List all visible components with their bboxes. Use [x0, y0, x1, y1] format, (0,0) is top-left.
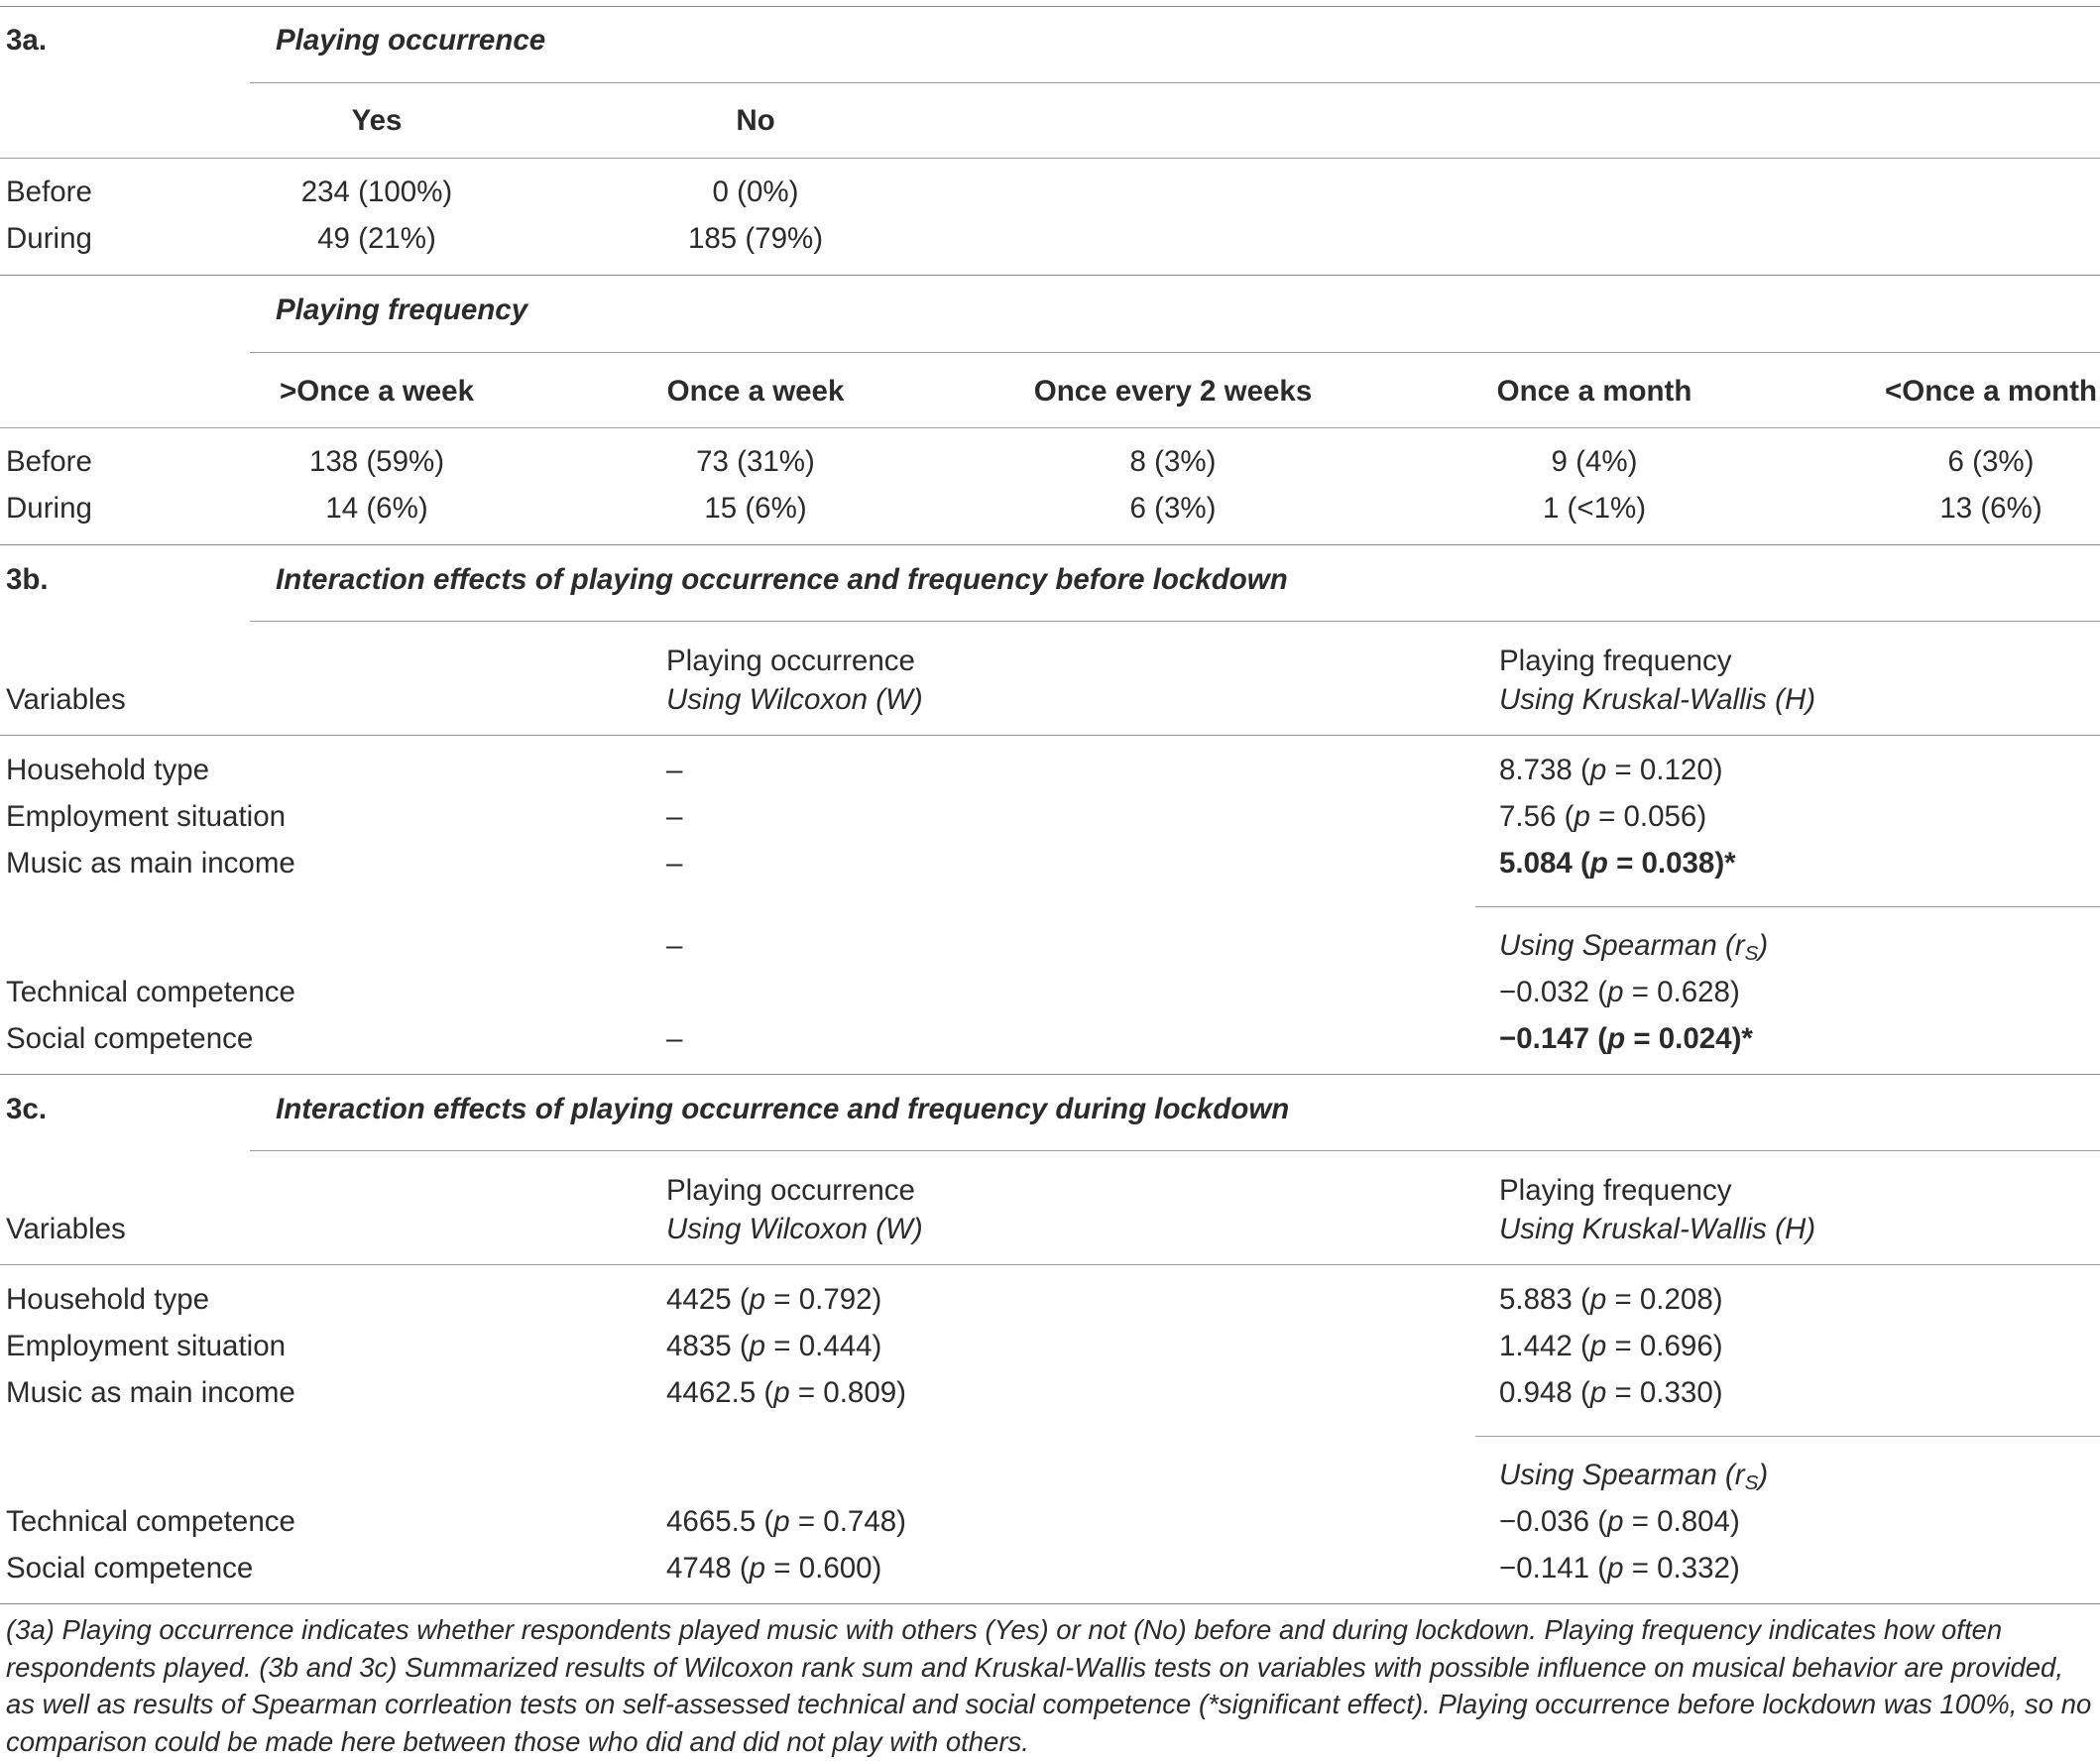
- p-symbol: p: [1607, 1022, 1626, 1055]
- variable-name: Music as main income: [6, 1376, 295, 1409]
- occ-cell: [666, 1551, 881, 1586]
- occ-header-1: No: [736, 104, 775, 137]
- open-paren: (: [1589, 1505, 1608, 1538]
- occ-col-head: Playing occurrence: [666, 1174, 915, 1207]
- value-number: 0.948: [1499, 1376, 1573, 1409]
- section-label-3c: 3c.: [6, 1093, 48, 1125]
- p-value: = 0.056): [1589, 800, 1707, 833]
- variable-name: Employment situation: [6, 1330, 287, 1362]
- value-number: 1.442: [1499, 1330, 1573, 1362]
- close-paren: ): [1758, 1459, 1769, 1491]
- section-label-3b: 3b.: [6, 563, 49, 596]
- p-value: = 0.444): [765, 1330, 882, 1362]
- value-number: 7.56: [1499, 800, 1557, 833]
- open-paren: (: [1572, 754, 1590, 786]
- occ-col-test: Using Wilcoxon (W): [666, 1213, 923, 1245]
- occ-yes: 234 (100%): [300, 176, 453, 208]
- occ-cell: [666, 1504, 906, 1540]
- p-value: = 0.038)*: [1607, 847, 1736, 880]
- close-paren: ): [1758, 929, 1769, 962]
- value-number: 8.738: [1499, 754, 1573, 786]
- freq-header-3: Once a month: [1496, 375, 1692, 408]
- occ-row-label: Before: [6, 176, 92, 208]
- open-paren: (: [756, 1505, 774, 1538]
- freq-header-0: >Once a week: [280, 375, 474, 408]
- open-paren: (: [1572, 1376, 1590, 1409]
- section-title-3c: Interaction effects of playing occurrence and frequency during lockdown: [276, 1093, 1290, 1125]
- freq-header-2: Once every 2 weeks: [1033, 375, 1313, 408]
- freq-cell: 6 (3%): [1129, 492, 1217, 525]
- spearman-label: Using Spearman (r: [1499, 1459, 1745, 1491]
- freq-cell: 138 (59%): [308, 445, 445, 478]
- freq-cell: 9 (4%): [1551, 445, 1638, 478]
- occ-cell: [666, 1282, 881, 1318]
- open-paren: (: [1589, 1552, 1608, 1585]
- open-paren: (: [731, 1283, 750, 1316]
- freq-row-label: During: [6, 492, 92, 525]
- p-symbol: p: [1589, 1330, 1607, 1362]
- occ-cell: –: [666, 754, 683, 786]
- frequency-title-rule: [250, 352, 2100, 353]
- occ-cell: –: [666, 847, 683, 880]
- p-value: = 0.208): [1606, 1283, 1723, 1316]
- freq-cell: 15 (6%): [704, 492, 807, 525]
- p-value: = 0.696): [1606, 1330, 1723, 1362]
- open-paren: (: [1572, 847, 1590, 880]
- p-symbol: p: [749, 1330, 766, 1362]
- 3c-spearman-rule: [1475, 1436, 2100, 1437]
- freq-header-4: <Once a month: [1885, 375, 2097, 408]
- variable-name: Technical competence: [6, 976, 295, 1008]
- frequency-bottom-rule: [0, 544, 2100, 545]
- p-symbol: p: [1589, 1283, 1607, 1316]
- freq-cell: 6 (3%): [1947, 445, 2035, 478]
- freq-col-head: Playing frequency: [1499, 645, 1732, 677]
- freq-row-label: Before: [6, 445, 92, 478]
- 3b-bottom-rule: [0, 1074, 2100, 1075]
- p-value: = 0.024)*: [1625, 1022, 1753, 1055]
- occ-row-label: During: [6, 222, 92, 255]
- 3b-spearman-rule: [1475, 906, 2100, 907]
- 3b-header-rule: [0, 735, 2100, 736]
- value-number: 5.883: [1499, 1283, 1573, 1316]
- frequency-header-rule: [0, 427, 2100, 428]
- p-value: = 0.628): [1623, 976, 1740, 1008]
- occ-header-0: Yes: [351, 104, 403, 137]
- freq-cell: [1499, 799, 1706, 835]
- p-value: = 0.748): [789, 1505, 906, 1538]
- variable-name: Social competence: [6, 1552, 254, 1585]
- occ-col-head: Playing occurrence: [666, 645, 915, 677]
- section-title-occurrence: Playing occurrence: [276, 24, 546, 57]
- value-number: −0.141: [1499, 1552, 1590, 1585]
- freq-cell: [1499, 846, 1736, 881]
- occurrence-header-rule: [0, 158, 2100, 159]
- value-number: 4425: [666, 1283, 732, 1316]
- freq-cell: [1499, 1375, 1723, 1411]
- 3c-header-rule: [0, 1264, 2100, 1265]
- freq-cell: [1499, 1551, 1740, 1586]
- open-paren: (: [1589, 976, 1608, 1008]
- variables-header: Variables: [6, 683, 126, 716]
- spearman-header: [1499, 928, 1768, 964]
- 3c-bottom-rule: [0, 1603, 2100, 1604]
- spearman-subscript: S: [1744, 1471, 1759, 1494]
- spearman-label: Using Spearman (r: [1499, 929, 1745, 962]
- value-number: 4835: [666, 1330, 732, 1362]
- spearman-subscript: S: [1744, 942, 1759, 965]
- freq-cell: [1499, 1021, 1753, 1057]
- freq-cell: [1499, 975, 1740, 1010]
- open-paren: (: [756, 1376, 774, 1409]
- open-paren: (: [1589, 1022, 1608, 1055]
- p-symbol: p: [1589, 754, 1607, 786]
- occ-col-test: Using Wilcoxon (W): [666, 683, 923, 716]
- variable-name: Technical competence: [6, 1505, 295, 1538]
- variables-header: Variables: [6, 1213, 126, 1245]
- p-symbol: p: [1589, 1376, 1607, 1409]
- variable-name: Household type: [6, 1283, 210, 1316]
- value-number: −0.036: [1499, 1505, 1590, 1538]
- value-number: 4462.5: [666, 1376, 757, 1409]
- p-symbol: p: [773, 1376, 790, 1409]
- section-title-frequency: Playing frequency: [276, 294, 528, 326]
- value-number: 4748: [666, 1552, 732, 1585]
- variable-name: Household type: [6, 754, 210, 786]
- top-rule: [0, 6, 2100, 7]
- freq-cell: 14 (6%): [325, 492, 428, 525]
- section-title-3b: Interaction effects of playing occurrence and frequency before lockdown: [276, 563, 1288, 596]
- occ-cell: –: [666, 800, 683, 833]
- p-value: = 0.120): [1606, 754, 1723, 786]
- variable-name: Social competence: [6, 1022, 254, 1055]
- occ-no: 185 (79%): [687, 222, 824, 255]
- p-value: = 0.600): [765, 1552, 882, 1585]
- occ-cell: [666, 1375, 906, 1411]
- freq-col-head: Playing frequency: [1499, 1174, 1732, 1207]
- table-footnote: (3a) Playing occurrence indicates whether respondents played music with others (Yes) or not (No) before and during lockdown. Playing frequency indicates how often respondents played. (3b and 3c) Summarized results of Wilcoxon rank sum and Kruskal-Wallis tests on variables with possible influence on musical behavior are provided, as well as results of Spearman corrleation tests on self-assessed technical and social competence (*significant effect). Playing occurrence before lockdown was 100%, so no comparison could be made here between those who did and did not play with others.: [6, 1614, 2092, 1757]
- freq-col-test: Using Kruskal-Wallis (H): [1499, 1213, 1816, 1245]
- occurrence-title-rule: [250, 82, 2100, 83]
- freq-cell: [1499, 1282, 1723, 1318]
- open-paren: (: [1572, 1283, 1590, 1316]
- value-number: −0.032: [1499, 976, 1590, 1008]
- p-value: = 0.332): [1623, 1552, 1740, 1585]
- open-paren: (: [731, 1330, 750, 1362]
- p-symbol: p: [773, 1505, 790, 1538]
- variable-name: Employment situation: [6, 800, 287, 833]
- occ-cell: –: [666, 929, 683, 962]
- open-paren: (: [1572, 1330, 1590, 1362]
- value-number: −0.147: [1499, 1022, 1590, 1055]
- p-value: = 0.809): [789, 1376, 906, 1409]
- value-number: 4665.5: [666, 1505, 757, 1538]
- open-paren: (: [731, 1552, 750, 1585]
- freq-cell: 73 (31%): [696, 445, 815, 478]
- freq-cell: 8 (3%): [1129, 445, 1217, 478]
- open-paren: (: [1556, 800, 1575, 833]
- p-symbol: p: [749, 1283, 766, 1316]
- freq-cell: 1 (<1%): [1542, 492, 1647, 525]
- freq-header-1: Once a week: [666, 375, 845, 408]
- p-symbol: p: [1607, 1505, 1624, 1538]
- p-symbol: p: [749, 1552, 766, 1585]
- p-symbol: p: [1607, 1552, 1624, 1585]
- p-value: = 0.792): [765, 1283, 882, 1316]
- occ-cell: –: [666, 1022, 683, 1055]
- p-symbol: p: [1574, 800, 1590, 833]
- occurrence-bottom-rule: [0, 275, 2100, 276]
- freq-cell: [1499, 1329, 1723, 1364]
- p-value: = 0.804): [1623, 1505, 1740, 1538]
- occ-cell: [666, 1329, 881, 1364]
- occ-yes: 49 (21%): [317, 222, 436, 255]
- p-value: = 0.330): [1606, 1376, 1723, 1409]
- p-symbol: p: [1589, 847, 1608, 880]
- section-label-3a: 3a.: [6, 24, 48, 57]
- freq-cell: [1499, 753, 1723, 788]
- 3c-title-rule: [250, 1150, 2100, 1151]
- variable-name: Music as main income: [6, 847, 295, 880]
- freq-cell: 13 (6%): [1939, 492, 2042, 525]
- p-symbol: p: [1607, 976, 1624, 1008]
- occ-no: 0 (0%): [712, 176, 799, 208]
- value-number: 5.084: [1499, 847, 1573, 880]
- freq-col-test: Using Kruskal-Wallis (H): [1499, 683, 1816, 716]
- 3b-title-rule: [250, 621, 2100, 622]
- freq-cell: [1499, 1504, 1740, 1540]
- spearman-header: [1499, 1458, 1768, 1493]
